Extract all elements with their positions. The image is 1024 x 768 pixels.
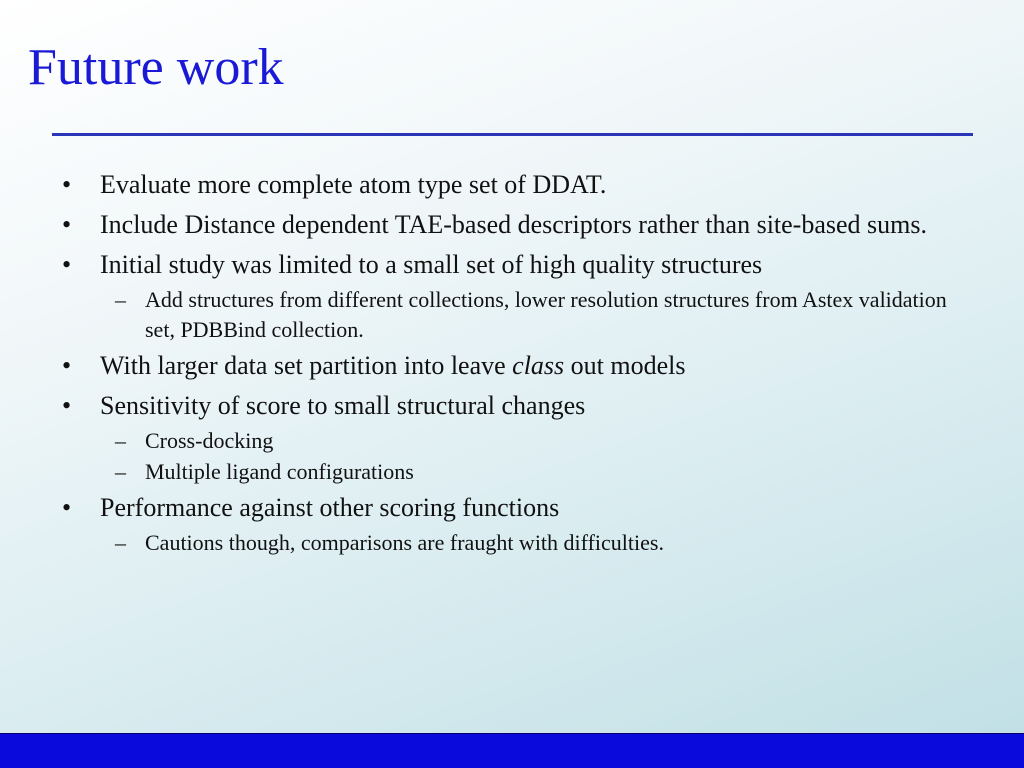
title-underline xyxy=(52,133,973,136)
dash-icon: – xyxy=(115,459,126,484)
bullet-icon: • xyxy=(62,170,72,199)
bullet-list xyxy=(60,168,960,562)
sub-bullet-item xyxy=(60,426,960,456)
bullet-item xyxy=(60,349,960,383)
bullet-icon: • xyxy=(62,250,72,279)
bullet-item xyxy=(60,168,960,202)
bullet-text: Evaluate more complete atom type set of DDAT. xyxy=(100,170,607,199)
bullet-text: Sensitivity of score to small structural changes xyxy=(100,391,586,420)
bullet-item xyxy=(60,491,960,525)
bullet-text-part: With larger data set partition into leave xyxy=(100,351,513,380)
dash-icon: – xyxy=(115,287,126,312)
slide-title: Future work xyxy=(28,39,284,96)
sub-bullet-text: Cross-docking xyxy=(145,428,274,453)
bullet-icon: • xyxy=(62,391,72,420)
footer-bar xyxy=(0,733,1024,768)
bullet-icon: • xyxy=(62,210,72,239)
bullet-item xyxy=(60,248,960,282)
sub-bullet-text: Cautions though, comparisons are fraught with difficulties. xyxy=(145,530,664,555)
bullet-item xyxy=(60,208,960,242)
bullet-text: Initial study was limited to a small set of high quality structures xyxy=(100,250,763,279)
bullet-text: Include Distance dependent TAE-based descriptors rather than site-based sums. xyxy=(100,210,927,239)
dash-icon: – xyxy=(115,530,126,555)
bullet-item xyxy=(60,389,960,423)
bullet-icon: • xyxy=(62,493,72,522)
bullet-text-italic: class xyxy=(512,351,565,380)
sub-bullet-item xyxy=(60,528,960,558)
bullet-icon: • xyxy=(62,351,72,380)
sub-bullet-text: Multiple ligand configurations xyxy=(145,459,414,484)
bullet-text: Performance against other scoring functions xyxy=(100,493,560,522)
sub-bullet-item xyxy=(60,285,960,345)
sub-bullet-text: Add structures from different collections, lower resolution structures from Astex validation set, PDBBind collection. xyxy=(145,287,947,342)
dash-icon: – xyxy=(115,428,126,453)
bullet-text-part: out models xyxy=(564,351,686,380)
sub-bullet-item xyxy=(60,457,960,487)
